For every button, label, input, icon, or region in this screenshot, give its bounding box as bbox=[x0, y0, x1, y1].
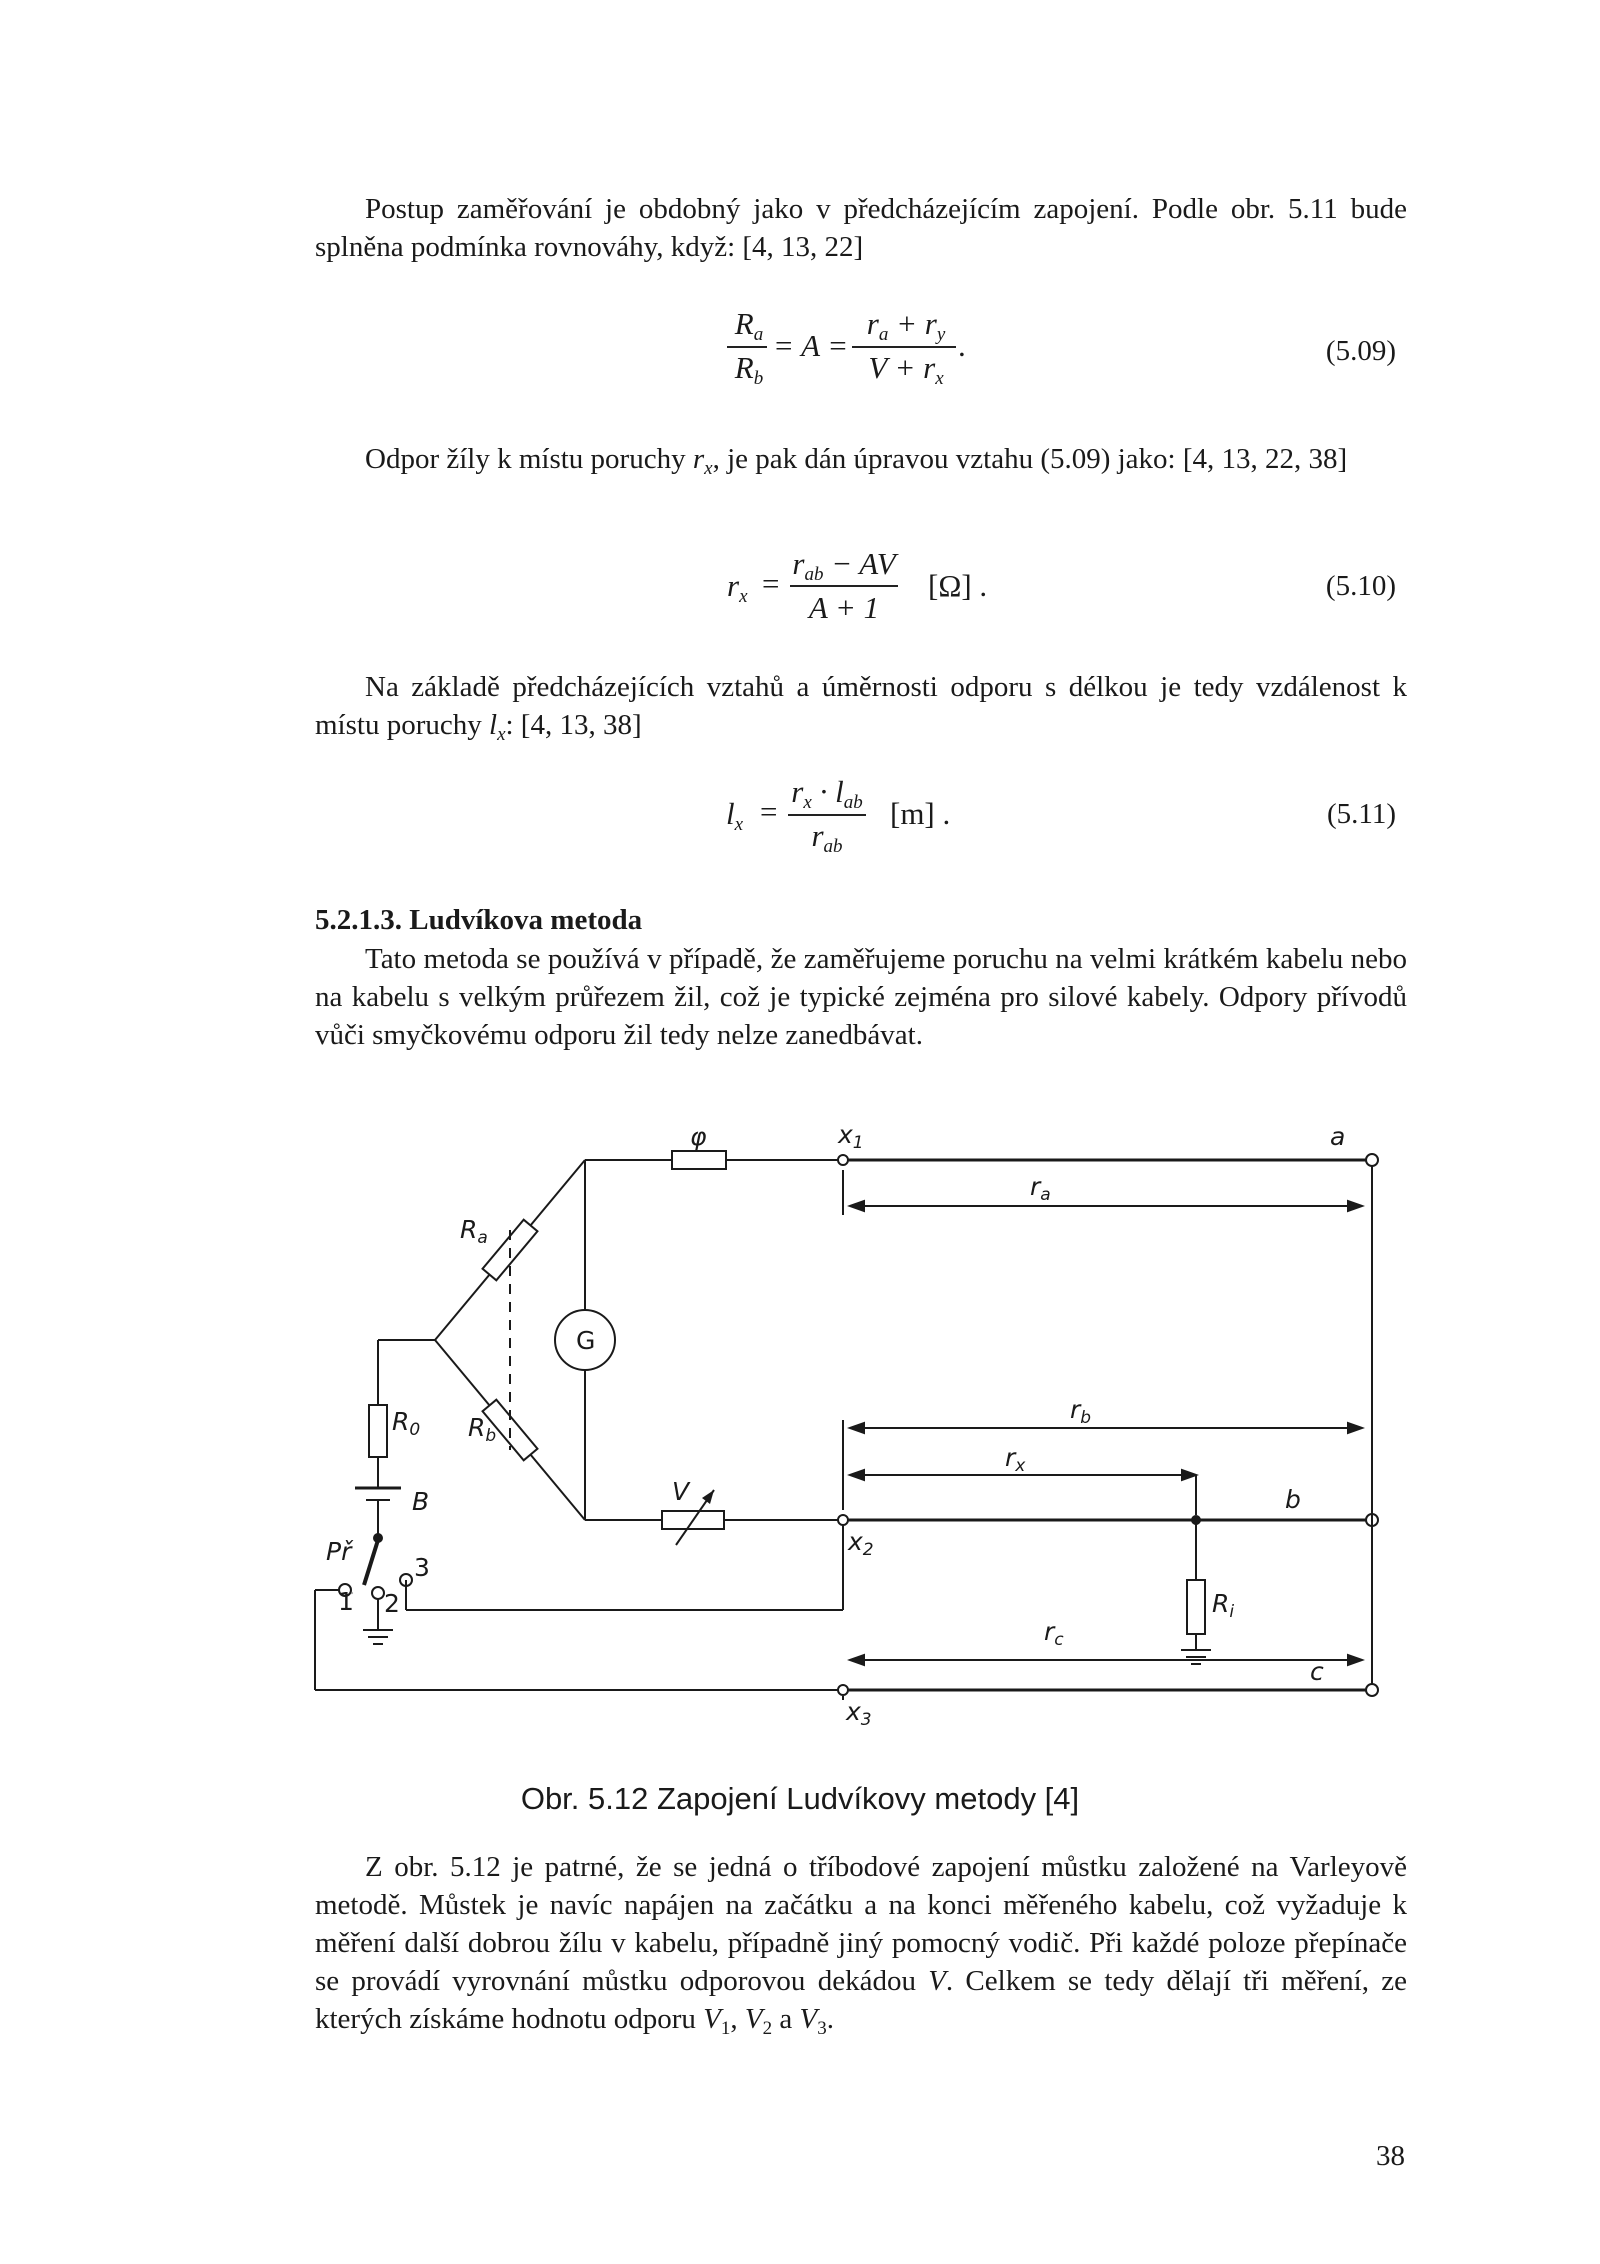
resistor-r0 bbox=[369, 1405, 387, 1457]
label-Ra: $R_a$ bbox=[460, 1215, 488, 1248]
label-phi: φ bbox=[690, 1122, 707, 1151]
label-terminal-1: 1 bbox=[338, 1587, 354, 1616]
label-V: V bbox=[672, 1477, 690, 1506]
label-x3: $x_3$ bbox=[846, 1697, 872, 1730]
equation-number: (5.11) bbox=[1327, 798, 1396, 830]
figure-caption: Obr. 5.12 Zapojení Ludvíkovy metody [4] bbox=[520, 1781, 1080, 1816]
resistor-phi bbox=[672, 1151, 726, 1169]
paragraph-4: Tato metoda se používá v případě, že zaměřujeme poruchu na velmi krátkém kabelu nebo na kabelu s velkým průřezem žil, což je typické zejména pro silové kabely. Odpory přívodů vůči smyčkovému odporu žil tedy nelze zanedbávat. bbox=[315, 943, 1407, 1051]
label-R0: $R_0$ bbox=[392, 1407, 421, 1440]
paragraph-5: Z obr. 5.12 je patrné, že se jedná o tříbodové zapojení můstku založené na Varleyově metodě. Můstek je navíc napájen na začátku a na konci měřeného kabelu, což vyžaduje k měření další dobrou žílu v kabelu, případně jiný pomocný vodič. Při každé poloze přepínače se provádí vyrovnání můstku odporovou dekádou V. Celkem se tedy dělají tři měření, ze kterých získáme hodnotu odporu $V_1$, $V_2$ a $V_3$. bbox=[315, 1851, 1407, 2039]
label-Rb: $R_b$ bbox=[468, 1413, 497, 1446]
label-c: c bbox=[1310, 1657, 1324, 1686]
label-terminal-3: 3 bbox=[414, 1553, 430, 1582]
label-x1: $x_1$ bbox=[838, 1120, 864, 1153]
label-rb: $r_b$ bbox=[1070, 1395, 1092, 1428]
page-number: 38 bbox=[1376, 2140, 1405, 2172]
label-x2: $x_2$ bbox=[848, 1527, 874, 1560]
section-heading: 5.2.1.3. Ludvíkova metoda bbox=[315, 904, 643, 936]
equation-number: (5.09) bbox=[1325, 335, 1396, 367]
label-B: B bbox=[412, 1487, 430, 1516]
label-a: a bbox=[1330, 1122, 1346, 1151]
label-rx: $r_x$ bbox=[1005, 1443, 1026, 1476]
paragraph-3: Na základě předcházejících vztahů a úměrnosti odporu s délkou je tedy vzdálenost k místu poruchy $l_x$: [4, 13, 38] bbox=[315, 671, 1407, 745]
label-G: G bbox=[576, 1326, 596, 1355]
label-rc: $r_c$ bbox=[1044, 1617, 1064, 1650]
paragraph-1: Postup zaměřování je obdobný jako v předcházejícím zapojení. Podle obr. 5.11 bude splněna podmínka rovnováhy, když: [4, 13, 22] bbox=[315, 193, 1407, 263]
label-ra: $r_a$ bbox=[1030, 1172, 1051, 1205]
equation-number: (5.10) bbox=[1325, 570, 1396, 602]
resistor-ri bbox=[1187, 1580, 1205, 1634]
paragraph-2: Odpor žíly k místu poruchy $r_x$, je pak dán úpravou vztahu (5.09) jako: [4, 13, 22, 38] bbox=[365, 443, 1348, 479]
label-Pr: Př bbox=[326, 1537, 352, 1566]
label-Ri: $R_i$ bbox=[1212, 1589, 1235, 1622]
label-terminal-2: 2 bbox=[384, 1589, 400, 1618]
label-b: b bbox=[1285, 1485, 1301, 1514]
